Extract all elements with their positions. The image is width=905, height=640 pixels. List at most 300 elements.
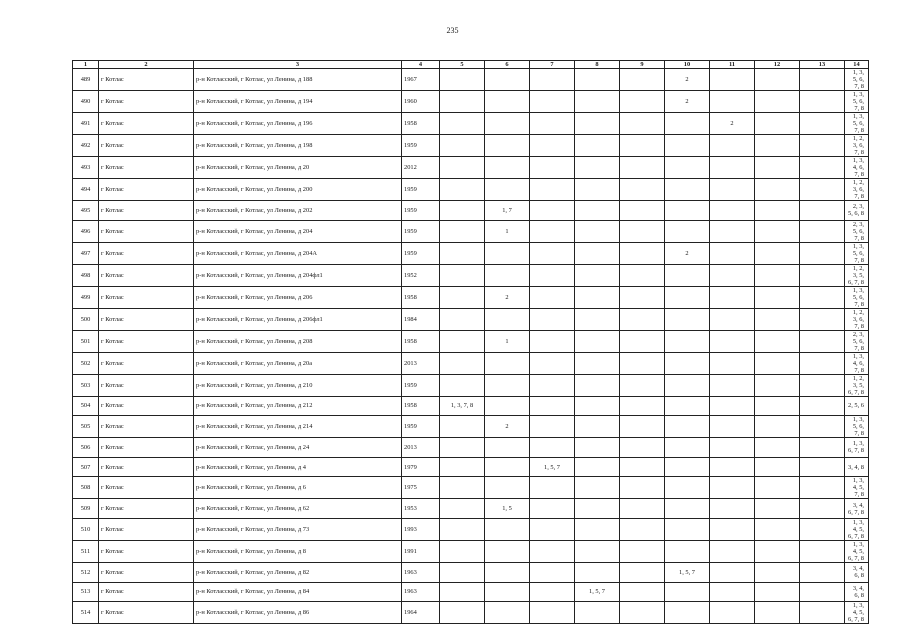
table-cell-col-5 — [440, 69, 485, 91]
table-cell-col-13 — [800, 308, 845, 330]
table-cell-col-6: 1, 5 — [485, 499, 530, 519]
table-cell-col-1: 499 — [73, 286, 99, 308]
table-cell-col-12 — [755, 113, 800, 135]
table-cell-col-7 — [530, 308, 575, 330]
table-cell-col-4: 1991 — [402, 540, 440, 562]
table-cell-col-13 — [800, 562, 845, 582]
table-cell-col-2: г Котлас — [99, 201, 194, 221]
table-cell-col-14: 2, 3, 5, 6, 7, 8 — [845, 330, 869, 352]
table-cell-col-5 — [440, 477, 485, 499]
table-header-row — [73, 61, 869, 69]
table-row — [73, 264, 869, 286]
table-cell-col-10 — [665, 113, 710, 135]
table-cell-col-6 — [485, 562, 530, 582]
table-cell-col-12 — [755, 264, 800, 286]
table-cell-col-13 — [800, 157, 845, 179]
table-cell-col-14: 1, 2, 3, 6, 7, 8 — [845, 135, 869, 157]
table-cell-col-14: 1, 3, 5, 6, 7, 8 — [845, 91, 869, 113]
table-cell-col-1: 495 — [73, 201, 99, 221]
table-cell-col-1: 494 — [73, 179, 99, 201]
table-cell-col-6: 1, 7 — [485, 201, 530, 221]
table-cell-col-13 — [800, 330, 845, 352]
table-cell-col-12 — [755, 562, 800, 582]
table-cell-col-9 — [620, 91, 665, 113]
table-cell-col-14: 1, 3, 6, 7, 8 — [845, 438, 869, 458]
table-cell-col-13 — [800, 540, 845, 562]
table-cell-col-8 — [575, 179, 620, 201]
table-cell-col-11 — [710, 352, 755, 374]
table-cell-col-12 — [755, 396, 800, 416]
table-cell-col-3: р-н Котласский, г Котлас, ул Ленина, д 208 — [194, 330, 402, 352]
table-cell-col-14: 1, 3, 4, 5, 6, 7, 8 — [845, 602, 869, 624]
table-cell-col-6 — [485, 582, 530, 602]
table-cell-col-2: г Котлас — [99, 352, 194, 374]
table-cell-col-5 — [440, 286, 485, 308]
table-cell-col-6 — [485, 113, 530, 135]
table-cell-col-8 — [575, 396, 620, 416]
table-cell-col-9 — [620, 330, 665, 352]
table-cell-col-9 — [620, 286, 665, 308]
table-cell-col-7 — [530, 582, 575, 602]
table-cell-col-10 — [665, 135, 710, 157]
table-cell-col-6 — [485, 457, 530, 477]
table-cell-col-10 — [665, 416, 710, 438]
table-cell-col-5 — [440, 264, 485, 286]
table-cell-col-1: 509 — [73, 499, 99, 519]
table-cell-col-10 — [665, 540, 710, 562]
table-cell-col-10 — [665, 179, 710, 201]
table-cell-col-3: р-н Котласский, г Котлас, ул Ленина, д 20 — [194, 157, 402, 179]
table-cell-col-6 — [485, 396, 530, 416]
table-cell-col-7: 1, 5, 7 — [530, 457, 575, 477]
table-cell-col-14: 1, 3, 4, 5, 7, 8 — [845, 477, 869, 499]
column-header-10: 10 — [665, 61, 710, 69]
table-cell-col-12 — [755, 582, 800, 602]
table-cell-col-7 — [530, 113, 575, 135]
table-cell-col-7 — [530, 264, 575, 286]
table-cell-col-14: 3, 4, 6, 7, 8 — [845, 499, 869, 519]
table-cell-col-14: 1, 3, 4, 6, 7, 8 — [845, 157, 869, 179]
table-cell-col-14: 1, 2, 3, 5, 6, 7, 8 — [845, 374, 869, 396]
table-cell-col-13 — [800, 416, 845, 438]
table-row — [73, 396, 869, 416]
table-cell-col-9 — [620, 201, 665, 221]
table-cell-col-7 — [530, 540, 575, 562]
table-cell-col-12 — [755, 308, 800, 330]
table-cell-col-13 — [800, 518, 845, 540]
table-cell-col-12 — [755, 179, 800, 201]
table-cell-col-13 — [800, 220, 845, 242]
table-cell-col-2: г Котлас — [99, 157, 194, 179]
table-row — [73, 220, 869, 242]
table-cell-col-7 — [530, 157, 575, 179]
table-cell-col-7 — [530, 135, 575, 157]
table-cell-col-1: 492 — [73, 135, 99, 157]
table-cell-col-4: 2013 — [402, 352, 440, 374]
table-cell-col-9 — [620, 416, 665, 438]
table-cell-col-3: р-н Котласский, г Котлас, ул Ленина, д 24 — [194, 438, 402, 458]
table-cell-col-12 — [755, 374, 800, 396]
table-cell-col-10 — [665, 201, 710, 221]
table-cell-col-4: 1960 — [402, 91, 440, 113]
table-cell-col-14: 1, 2, 3, 5, 6, 7, 8 — [845, 264, 869, 286]
table-cell-col-13 — [800, 477, 845, 499]
table-cell-col-14: 1, 3, 4, 5, 6, 7, 8 — [845, 540, 869, 562]
table-cell-col-14: 1, 3, 4, 6, 7, 8 — [845, 352, 869, 374]
table-cell-col-6 — [485, 308, 530, 330]
table-cell-col-12 — [755, 518, 800, 540]
table-cell-col-5 — [440, 201, 485, 221]
table-cell-col-11 — [710, 135, 755, 157]
table-cell-col-5 — [440, 330, 485, 352]
table-cell-col-2: г Котлас — [99, 242, 194, 264]
table-cell-col-4: 1958 — [402, 286, 440, 308]
table-cell-col-9 — [620, 499, 665, 519]
table-cell-col-2: г Котлас — [99, 91, 194, 113]
table-cell-col-1: 511 — [73, 540, 99, 562]
table-cell-col-9 — [620, 242, 665, 264]
column-header-1: 1 — [73, 61, 99, 69]
table-cell-col-3: р-н Котласский, г Котлас, ул Ленина, д 6 — [194, 477, 402, 499]
table-cell-col-7 — [530, 286, 575, 308]
table-cell-col-12 — [755, 69, 800, 91]
table-row — [73, 352, 869, 374]
table-cell-col-9 — [620, 264, 665, 286]
table-row — [73, 330, 869, 352]
table-cell-col-5: 1, 3, 7, 8 — [440, 396, 485, 416]
table-cell-col-1: 500 — [73, 308, 99, 330]
table-cell-col-7 — [530, 396, 575, 416]
table-cell-col-9 — [620, 69, 665, 91]
table-cell-col-10 — [665, 477, 710, 499]
table-cell-col-13 — [800, 264, 845, 286]
table-cell-col-8 — [575, 264, 620, 286]
table-cell-col-1: 498 — [73, 264, 99, 286]
table-cell-col-4: 1952 — [402, 264, 440, 286]
table-cell-col-2: г Котлас — [99, 330, 194, 352]
table-cell-col-5 — [440, 540, 485, 562]
table-cell-col-4: 1963 — [402, 582, 440, 602]
table-cell-col-9 — [620, 308, 665, 330]
table-cell-col-1: 505 — [73, 416, 99, 438]
column-header-14: 14 — [845, 61, 869, 69]
table-row — [73, 135, 869, 157]
table-cell-col-11 — [710, 518, 755, 540]
table-cell-col-7 — [530, 374, 575, 396]
table-row — [73, 518, 869, 540]
table-cell-col-4: 1979 — [402, 457, 440, 477]
table-cell-col-6 — [485, 438, 530, 458]
table-cell-col-9 — [620, 582, 665, 602]
table-cell-col-8 — [575, 91, 620, 113]
table-cell-col-5 — [440, 562, 485, 582]
table-cell-col-8 — [575, 135, 620, 157]
table-cell-col-11 — [710, 308, 755, 330]
table-cell-col-6 — [485, 518, 530, 540]
table-cell-col-9 — [620, 135, 665, 157]
column-header-4: 4 — [402, 61, 440, 69]
table-cell-col-4: 1958 — [402, 330, 440, 352]
table-cell-col-6 — [485, 179, 530, 201]
table-row — [73, 438, 869, 458]
table-cell-col-13 — [800, 602, 845, 624]
table-cell-col-8 — [575, 457, 620, 477]
table-cell-col-10 — [665, 220, 710, 242]
table-cell-col-2: г Котлас — [99, 499, 194, 519]
table-cell-col-12 — [755, 477, 800, 499]
table-cell-col-1: 496 — [73, 220, 99, 242]
table-cell-col-5 — [440, 220, 485, 242]
table-cell-col-8 — [575, 308, 620, 330]
table-cell-col-5 — [440, 518, 485, 540]
table-cell-col-6: 1 — [485, 330, 530, 352]
table-row — [73, 91, 869, 113]
table-cell-col-12 — [755, 352, 800, 374]
table-cell-col-2: г Котлас — [99, 540, 194, 562]
table-cell-col-2: г Котлас — [99, 374, 194, 396]
table-cell-col-13 — [800, 457, 845, 477]
table-cell-col-4: 1967 — [402, 69, 440, 91]
table-cell-col-5 — [440, 135, 485, 157]
table-cell-col-2: г Котлас — [99, 308, 194, 330]
table-cell-col-5 — [440, 374, 485, 396]
table-cell-col-1: 510 — [73, 518, 99, 540]
table-cell-col-5 — [440, 499, 485, 519]
table-cell-col-11 — [710, 179, 755, 201]
table-cell-col-8 — [575, 499, 620, 519]
column-header-8: 8 — [575, 61, 620, 69]
table-cell-col-6 — [485, 540, 530, 562]
table-cell-col-13 — [800, 352, 845, 374]
table-cell-col-7 — [530, 477, 575, 499]
table-cell-col-1: 506 — [73, 438, 99, 458]
table-cell-col-9 — [620, 540, 665, 562]
table-cell-col-8 — [575, 286, 620, 308]
table-cell-col-13 — [800, 374, 845, 396]
table-cell-col-5 — [440, 457, 485, 477]
table-cell-col-4: 1959 — [402, 135, 440, 157]
table-cell-col-10 — [665, 582, 710, 602]
table-cell-col-4: 1959 — [402, 416, 440, 438]
table-cell-col-11 — [710, 330, 755, 352]
table-row — [73, 562, 869, 582]
column-header-5: 5 — [440, 61, 485, 69]
table-cell-col-7 — [530, 242, 575, 264]
table-cell-col-5 — [440, 602, 485, 624]
table-cell-col-9 — [620, 602, 665, 624]
table-cell-col-10 — [665, 308, 710, 330]
table-cell-col-7 — [530, 330, 575, 352]
table-cell-col-8 — [575, 602, 620, 624]
table-cell-col-3: р-н Котласский, г Котлас, ул Ленина, д 198 — [194, 135, 402, 157]
table-cell-col-14: 1, 3, 5, 6, 7, 8 — [845, 286, 869, 308]
register-table — [72, 60, 869, 624]
table-cell-col-3: р-н Котласский, г Котлас, ул Ленина, д 86 — [194, 602, 402, 624]
table-cell-col-7 — [530, 518, 575, 540]
table-cell-col-1: 513 — [73, 582, 99, 602]
table-cell-col-8 — [575, 201, 620, 221]
table-cell-col-3: р-н Котласский, г Котлас, ул Ленина, д 20а — [194, 352, 402, 374]
table-cell-col-11 — [710, 499, 755, 519]
column-header-11: 11 — [710, 61, 755, 69]
table-cell-col-6: 2 — [485, 286, 530, 308]
table-cell-col-4: 1959 — [402, 242, 440, 264]
table-cell-col-2: г Котлас — [99, 179, 194, 201]
table-cell-col-3: р-н Котласский, г Котлас, ул Ленина, д 210 — [194, 374, 402, 396]
table-cell-col-2: г Котлас — [99, 396, 194, 416]
table-cell-col-14: 2, 5, 6 — [845, 396, 869, 416]
table-cell-col-14: 2, 3, 5, 6, 7, 8 — [845, 220, 869, 242]
table-row — [73, 286, 869, 308]
table-cell-col-11 — [710, 201, 755, 221]
table-cell-col-12 — [755, 242, 800, 264]
table-cell-col-1: 514 — [73, 602, 99, 624]
table-cell-col-11 — [710, 540, 755, 562]
table-cell-col-2: г Котлас — [99, 518, 194, 540]
table-cell-col-12 — [755, 438, 800, 458]
page-number: 235 — [446, 26, 459, 35]
table-cell-col-3: р-н Котласский, г Котлас, ул Ленина, д 206фл1 — [194, 308, 402, 330]
table-cell-col-2: г Котлас — [99, 438, 194, 458]
table-cell-col-13 — [800, 396, 845, 416]
table-cell-col-10 — [665, 286, 710, 308]
table-cell-col-4: 1959 — [402, 220, 440, 242]
table-cell-col-10: 2 — [665, 69, 710, 91]
column-header-3: 3 — [194, 61, 402, 69]
table-cell-col-13 — [800, 499, 845, 519]
table-cell-col-8 — [575, 113, 620, 135]
table-cell-col-14: 1, 3, 4, 5, 6, 7, 8 — [845, 518, 869, 540]
table-cell-col-4: 1963 — [402, 562, 440, 582]
table-cell-col-14: 1, 2, 3, 6, 7, 8 — [845, 179, 869, 201]
table-cell-col-13 — [800, 69, 845, 91]
table-cell-col-1: 497 — [73, 242, 99, 264]
table-cell-col-5 — [440, 157, 485, 179]
table-cell-col-3: р-н Котласский, г Котлас, ул Ленина, д 214 — [194, 416, 402, 438]
table-cell-col-4: 1975 — [402, 477, 440, 499]
table-cell-col-3: р-н Котласский, г Котлас, ул Ленина, д 204фл1 — [194, 264, 402, 286]
table-cell-col-4: 1984 — [402, 308, 440, 330]
table-cell-col-4: 2012 — [402, 157, 440, 179]
table-cell-col-14: 1, 3, 5, 6, 7, 8 — [845, 416, 869, 438]
table-cell-col-8 — [575, 69, 620, 91]
table-cell-col-2: г Котлас — [99, 562, 194, 582]
table-cell-col-11 — [710, 220, 755, 242]
table-cell-col-11: 2 — [710, 113, 755, 135]
table-cell-col-3: р-н Котласский, г Котлас, ул Ленина, д 202 — [194, 201, 402, 221]
column-header-9: 9 — [620, 61, 665, 69]
column-header-12: 12 — [755, 61, 800, 69]
table-cell-col-14: 3, 4, 8 — [845, 457, 869, 477]
table-row — [73, 69, 869, 91]
table-cell-col-12 — [755, 91, 800, 113]
table-cell-col-7 — [530, 602, 575, 624]
table-cell-col-11 — [710, 286, 755, 308]
column-header-6: 6 — [485, 61, 530, 69]
table-cell-col-10 — [665, 396, 710, 416]
table-cell-col-7 — [530, 416, 575, 438]
table-cell-col-10 — [665, 352, 710, 374]
table-cell-col-6 — [485, 157, 530, 179]
table-cell-col-13 — [800, 201, 845, 221]
table-cell-col-12 — [755, 220, 800, 242]
table-cell-col-10 — [665, 602, 710, 624]
table-row — [73, 477, 869, 499]
table-cell-col-8 — [575, 374, 620, 396]
table-cell-col-6: 1 — [485, 220, 530, 242]
table-cell-col-6 — [485, 69, 530, 91]
table-cell-col-1: 503 — [73, 374, 99, 396]
table-cell-col-12 — [755, 286, 800, 308]
table-cell-col-12 — [755, 416, 800, 438]
table-cell-col-6 — [485, 602, 530, 624]
table-cell-col-7 — [530, 562, 575, 582]
table-cell-col-7 — [530, 69, 575, 91]
table-cell-col-9 — [620, 518, 665, 540]
table-cell-col-8: 1, 5, 7 — [575, 582, 620, 602]
table-cell-col-7 — [530, 91, 575, 113]
table-cell-col-5 — [440, 438, 485, 458]
table-cell-col-11 — [710, 438, 755, 458]
table-cell-col-3: р-н Котласский, г Котлас, ул Ленина, д 200 — [194, 179, 402, 201]
table-cell-col-10 — [665, 438, 710, 458]
table-cell-col-3: р-н Котласский, г Котлас, ул Ленина, д 188 — [194, 69, 402, 91]
table-row — [73, 113, 869, 135]
table-cell-col-11 — [710, 69, 755, 91]
table-cell-col-6 — [485, 264, 530, 286]
table-cell-col-3: р-н Котласский, г Котлас, ул Ленина, д 8 — [194, 540, 402, 562]
table-cell-col-6 — [485, 374, 530, 396]
table-cell-col-9 — [620, 157, 665, 179]
table-cell-col-4: 1993 — [402, 518, 440, 540]
table-cell-col-6 — [485, 135, 530, 157]
table-cell-col-14: 3, 4, 6, 8 — [845, 582, 869, 602]
table-cell-col-9 — [620, 438, 665, 458]
table-cell-col-5 — [440, 91, 485, 113]
table-row — [73, 242, 869, 264]
table-cell-col-3: р-н Котласский, г Котлас, ул Ленина, д 196 — [194, 113, 402, 135]
table-cell-col-5 — [440, 416, 485, 438]
table-cell-col-6 — [485, 91, 530, 113]
table-cell-col-10 — [665, 457, 710, 477]
table-cell-col-12 — [755, 499, 800, 519]
table-cell-col-5 — [440, 113, 485, 135]
table-cell-col-10: 2 — [665, 242, 710, 264]
table-cell-col-9 — [620, 562, 665, 582]
table-cell-col-3: р-н Котласский, г Котлас, ул Ленина, д 206 — [194, 286, 402, 308]
table-cell-col-3: р-н Котласский, г Котлас, ул Ленина, д 84 — [194, 582, 402, 602]
table-cell-col-6 — [485, 477, 530, 499]
table-cell-col-9 — [620, 477, 665, 499]
table-cell-col-1: 493 — [73, 157, 99, 179]
table-cell-col-10 — [665, 157, 710, 179]
table-cell-col-4: 1964 — [402, 602, 440, 624]
table-cell-col-1: 501 — [73, 330, 99, 352]
table-cell-col-4: 2013 — [402, 438, 440, 458]
table-cell-col-3: р-н Котласский, г Котлас, ул Ленина, д 204 — [194, 220, 402, 242]
table-cell-col-8 — [575, 562, 620, 582]
table-cell-col-3: р-н Котласский, г Котлас, ул Ленина, д 212 — [194, 396, 402, 416]
table-row — [73, 201, 869, 221]
table-cell-col-1: 507 — [73, 457, 99, 477]
table-cell-col-9 — [620, 396, 665, 416]
table-cell-col-3: р-н Котласский, г Котлас, ул Ленина, д 62 — [194, 499, 402, 519]
table-cell-col-8 — [575, 540, 620, 562]
table-cell-col-1: 504 — [73, 396, 99, 416]
table-cell-col-14: 3, 4, 6, 8 — [845, 562, 869, 582]
table-cell-col-11 — [710, 602, 755, 624]
table-cell-col-10: 1, 5, 7 — [665, 562, 710, 582]
